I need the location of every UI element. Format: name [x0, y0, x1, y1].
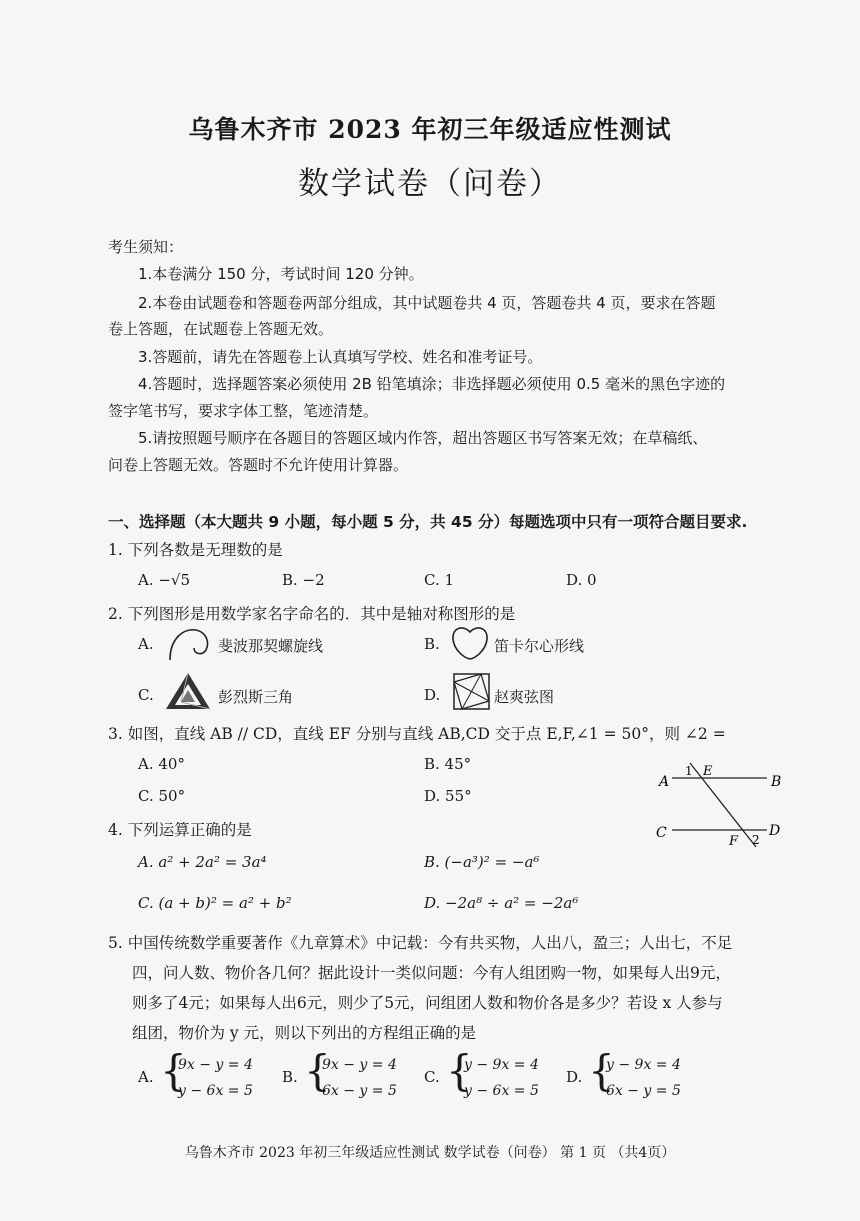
notice-heading: 考生须知： — [108, 238, 184, 256]
brace-d: { — [588, 1046, 615, 1095]
fig-label-d: D — [769, 823, 781, 839]
penrose-triangle-icon — [164, 671, 212, 711]
cardioid-icon — [450, 624, 490, 662]
question-5-option-b-label: B. — [282, 1068, 298, 1086]
fig-label-e: E — [703, 764, 713, 779]
notice-line-5a: 5.请按照题号顺序在各题目的答题区域内作答，超出答题区书写答案无效；在草稿纸、 — [138, 429, 708, 447]
question-4-option-b: B. (−a³)² = −a⁶ — [424, 853, 540, 871]
question-1-stem: 1. 下列各数是无理数的是 — [108, 541, 283, 559]
parallel-lines-figure — [652, 755, 792, 855]
fig-label-b: B — [771, 774, 782, 790]
page-footer: 乌鲁木齐市 2023 年初三年级适应性测试 数学试卷（问卷） 第 1 页 （共4页） — [184, 1145, 676, 1161]
fig-angle-1: 1 — [685, 764, 693, 778]
question-2-option-d-text: 赵爽弦图 — [494, 688, 555, 706]
question-1-option-c: C. 1 — [424, 571, 455, 589]
question-5-line-1: 5. 中国传统数学重要著作《九章算术》中记载：今有共买物，人出八，盈三；人出七，不足 — [108, 934, 733, 952]
question-5-option-d-eq2: 6x − y = 5 — [606, 1083, 681, 1099]
question-5-option-c-eq2: y − 6x = 5 — [464, 1083, 539, 1099]
question-2-option-b-label: B. — [424, 635, 440, 653]
question-5-option-a-label: A. — [138, 1068, 154, 1086]
question-5-option-d-eq1: y − 9x = 4 — [606, 1057, 681, 1073]
question-2-option-c-text: 彭烈斯三角 — [218, 688, 294, 706]
question-2-option-a-text: 斐波那契螺旋线 — [218, 637, 324, 655]
fibonacci-spiral-icon — [166, 624, 212, 662]
exam-subtitle: 数学试卷（问卷） — [298, 166, 562, 202]
fig-angle-2: 2 — [752, 833, 760, 847]
question-2-option-a-label: A. — [138, 635, 154, 653]
section-heading: 一、选择题（本大题共 9 小题，每小题 5 分，共 45 分）每题选项中只有一项符合题目要求. — [108, 513, 748, 531]
question-1-option-d: D. 0 — [566, 571, 597, 589]
line-ef — [690, 763, 756, 847]
question-3-option-c: C. 50° — [138, 787, 186, 805]
question-5-option-a-eq2: y − 6x = 5 — [178, 1083, 253, 1099]
fig-label-a: A — [659, 774, 670, 790]
notice-line-4a: 4.答题时，选择题答案必须使用 2B 铅笔填涂；非选择题必须使用 0.5 毫米的黑色字迹的 — [138, 375, 726, 393]
question-2-option-b-text: 笛卡尔心形线 — [494, 637, 585, 655]
question-2-option-d-label: D. — [424, 686, 441, 704]
brace-c: { — [446, 1046, 473, 1095]
question-5-line-4: 组团，物价为 y 元，则以下列出的方程组正确的是 — [132, 1024, 477, 1042]
notice-line-2b: 卷上答题，在试题卷上答题无效。 — [108, 320, 334, 338]
question-1-option-b: B. −2 — [282, 571, 325, 589]
question-3-stem: 3. 如图，直线 AB // CD，直线 EF 分别与直线 AB,CD 交于点 E,F,∠1 = 50°，则 ∠2 = — [108, 725, 726, 743]
question-5-option-b-eq2: 6x − y = 5 — [322, 1083, 397, 1099]
question-2-option-c-label: C. — [138, 686, 154, 704]
question-5-option-a-eq1: 9x − y = 4 — [178, 1057, 253, 1073]
question-4-option-d: D. −2a⁸ ÷ a² = −2a⁶ — [424, 894, 579, 912]
question-3-option-b: B. 45° — [424, 755, 472, 773]
notice-line-2a: 2.本卷由试题卷和答题卷两部分组成，其中试题卷共 4 页，答题卷共 4 页，要求在答题 — [138, 294, 716, 312]
question-3-option-a: A. 40° — [138, 755, 185, 773]
question-5-line-3: 则多了4元；如果每人出6元，则少了5元，问组团人数和物价各是多少？若设 x 人参与 — [132, 994, 723, 1012]
fig-label-f: F — [729, 834, 739, 849]
fig-label-c: C — [656, 825, 667, 841]
question-5-option-c-label: C. — [424, 1068, 440, 1086]
notice-line-5b: 问卷上答题无效。答题时不允许使用计算器。 — [108, 456, 409, 474]
exam-title: 乌鲁木齐市 2023 年初三年级适应性测试 — [188, 115, 672, 144]
question-4-option-c: C. (a + b)² = a² + b² — [138, 894, 292, 912]
question-5-option-b-eq1: 9x − y = 4 — [322, 1057, 397, 1073]
notice-line-4b: 签字笔书写，要求字体工整，笔迹清楚。 — [108, 402, 379, 420]
notice-line-3: 3.答题前，请先在答题卷上认真填写学校、姓名和准考证号。 — [138, 348, 543, 366]
notice-line-1: 1.本卷满分 150 分，考试时间 120 分钟。 — [138, 265, 424, 283]
zhao-shuang-diagram-icon — [452, 672, 492, 712]
question-1-option-a: A. −√5 — [138, 571, 191, 589]
question-5-option-d-label: D. — [566, 1068, 583, 1086]
brace-b: { — [304, 1046, 331, 1095]
question-5-line-2: 四，问人数、物价各几何？据此设计一类似问题：今有人组团购一物，如果每人出9元， — [132, 964, 731, 982]
question-5-option-c-eq1: y − 9x = 4 — [464, 1057, 539, 1073]
question-2-stem: 2. 下列图形是用数学家名字命名的．其中是轴对称图形的是 — [108, 605, 516, 623]
question-4-stem: 4. 下列运算正确的是 — [108, 821, 252, 839]
brace-a: { — [160, 1046, 187, 1095]
question-4-option-a: A. a² + 2a² = 3a⁴ — [138, 853, 267, 871]
question-3-option-d: D. 55° — [424, 787, 472, 805]
